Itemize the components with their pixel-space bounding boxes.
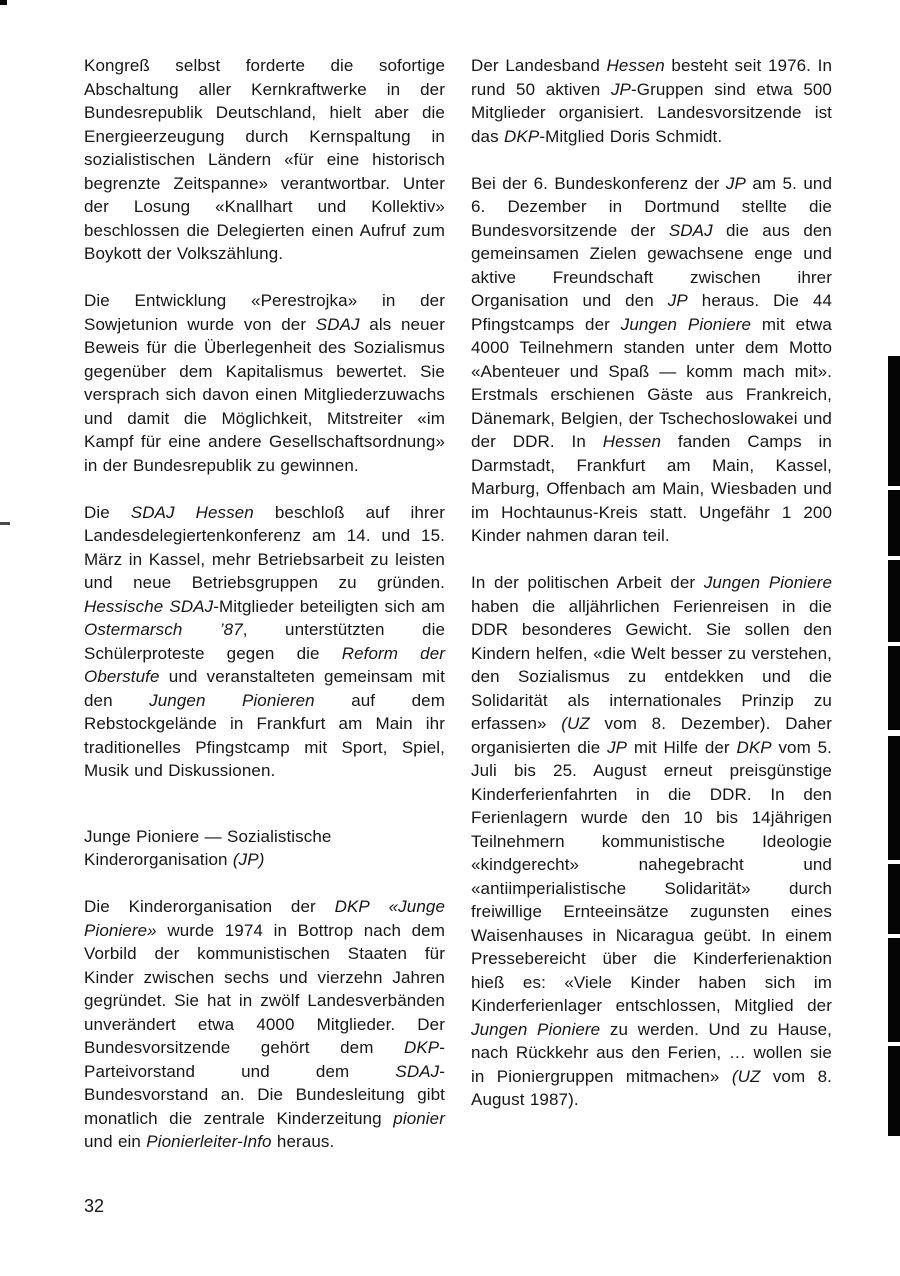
paragraph (471, 54, 832, 148)
paragraph (84, 289, 445, 477)
emphasized-text: DKP (403, 1038, 440, 1057)
scan-artifact-right-edge (888, 1046, 900, 1136)
body-text: -Mitglieder beteiligten sich am (213, 596, 445, 616)
body-text: vom 8. August 1987). (471, 1066, 832, 1109)
body-text: als neuer Beweis für die Überlegenheit des Sozialismus gegenüber dem Kapitalismus bewertet. Sie versprach sich davon einen Mitgliederzuwachs und damit die Möglichkeit, Mitstreiter «im Kampf für eine andere Gesellschaftsordnung» in der Bundesrepublik zu gewinnen. (84, 314, 445, 475)
emphasized-text: DKP (736, 737, 772, 757)
emphasized-text: (UZ (731, 1066, 761, 1086)
scan-artifact-right-edge (888, 490, 900, 556)
body-text: heraus. (271, 1132, 335, 1151)
emphasized-text: DKP (504, 126, 540, 146)
paragraph (471, 571, 832, 1112)
column-right (471, 54, 832, 1177)
scan-artifact-right-edge (888, 560, 900, 642)
scan-artifact-right-edge (888, 646, 900, 730)
column-left (84, 54, 445, 1177)
scan-artifact-right-edge (888, 356, 900, 486)
scan-artifact-right-edge (888, 864, 900, 934)
scan-artifact-left-dash (0, 522, 10, 525)
emphasized-text: Hessen (606, 56, 665, 75)
body-text: wurde 1974 in Bottrop nach dem Vorbild der kommunistischen Staaten für Kinder zwischen sechs und vierzehn Jahren gegründet. Sie hat in zwölf Landesverbänden unverändert etwa 4000 Mitglieder. Der Bundesvorsitzende gehört dem (84, 920, 445, 1057)
emphasized-text: JP (667, 291, 688, 310)
body-text: , unterstützten die Schülerproteste gegen die (84, 620, 446, 663)
paragraph (84, 501, 445, 783)
body-text: mit etwa 4000 Teilnehmern standen unter dem Motto «Abenteuer und Spaß — komm mach mit». Erstmals erschienen Gäste aus Frankreich, Dänemark, Belgien, der Tschechoslowakei und der DDR. In (471, 314, 832, 451)
body-text: -Mitglied Doris Schmidt. (539, 126, 723, 146)
scan-artifact-right-edge (888, 736, 900, 860)
body-text: -Gruppen sind etwa 500 Mitglieder organisiert. Landesvorsitzende ist das (471, 79, 832, 146)
paragraph (84, 54, 445, 266)
body-text: fanden Camps in Darmstadt, Frankfurt am Main, Kassel, Marburg, Offenbach am Main, Wiesbaden und im Hochtaunus-Kreis statt. Ungefähr 1 200 Kinder nahmen daran teil. (471, 432, 832, 545)
emphasized-text: JP (725, 173, 746, 193)
emphasized-text: JP (607, 737, 628, 757)
emphasized-text: SDAJ (395, 1061, 440, 1081)
emphasized-text: Hessen (602, 432, 662, 451)
body-text: Die Kinderorganisation der (84, 897, 335, 916)
emphasized-text: Reform der Oberstufe (84, 643, 446, 686)
body-text (370, 897, 389, 916)
emphasized-text: (UZ (561, 714, 590, 733)
emphasized-text: Jungen Pionieren (149, 690, 315, 710)
emphasized-text: Pionierleiter-Info (146, 1132, 272, 1151)
emphasized-text: SDAJ Hessen (130, 502, 254, 522)
body-text: zu werden. Und zu Hause, nach Rückkehr aus den Ferien, … wollen sie in Pioniergruppen mitmachen» (471, 1019, 832, 1086)
paragraph (471, 172, 832, 548)
text-columns (84, 54, 832, 1177)
body-text: heraus. Die 44 Pfingstcamps der (471, 291, 833, 334)
body-text: am 5. und 6. Dezember in Dortmund stellte die Bundesvorsitzende der (471, 173, 832, 240)
emphasized-text: Jungen Pioniere (620, 314, 752, 334)
section-heading (84, 825, 445, 872)
body-text: -Parteivorstand und dem (84, 1038, 445, 1081)
body-text: In der politischen Arbeit der (471, 573, 704, 592)
emphasized-text: «Junge Pioniere» (84, 897, 445, 940)
body-text: beschloß auf ihrer Landesdelegiertenkonferenz am 14. und 15. März in Kassel, mehr Betriebsarbeit zu leisten und neue Betriebsgruppen zu gründen. (84, 502, 445, 592)
body-text: Bei der 6. Bundeskonferenz der (471, 173, 726, 193)
body-text: die aus den gemeinsamen Zielen gewachsene enge und aktive Freundschaft zwischen ihrer Organisation und den (471, 220, 832, 310)
scan-artifact-right-edge (888, 938, 900, 1042)
body-text: auf dem Rebstockgelände in Frankfurt am Main ihr traditionelles Pfingstcamp mit Sport, Spiel, Musik und Diskussionen. (84, 690, 445, 780)
body-text: Die Entwicklung «Perestrojka» in der Sowjetunion wurde von der (84, 291, 445, 334)
body-text: vom 8. Dezember). Daher organisierten die (471, 714, 832, 757)
body-text: vom 5. Juli bis 25. August erneut preisgünstige Kinderferienfahrten in die DDR. In den Ferienlagern wurde den 10 bis 14jährigen Teilnehmern kommunistische Ideologie «kindgerecht» nahegebracht und «antiimperialistische Solidarität» durch freiwillige Ernteeinsätze zugunsten eines Waisenhauses in Nicaragua geübt. In einem Pressebereicht über die Kinderferienaktion hieß es: «Viele Kinder haben sich im Kinderferienlager entschlossen, Mitglied der (471, 737, 832, 1015)
body-text: Junge Pioniere — Sozialistische Kinderorganisation (84, 826, 332, 869)
body-text: haben die alljährlichen Ferienreisen in die DDR besonderes Gewicht. Sie sollen den Kindern helfen, «die Welt besser zu verstehen, den Sozialismus zu entdekken und die Solidarität als internationales Prinzip zu erfassen» (471, 596, 832, 733)
body-text: -Bundesvorstand an. Die Bundesleitung gibt monatlich die zentrale Kinderzeitung (84, 1061, 445, 1128)
scan-artifact-corner (0, 0, 7, 5)
body-text: besteht seit 1976. In rund 50 aktiven (471, 56, 832, 99)
page-number: 32 (84, 1196, 105, 1216)
body-text: und ein (84, 1132, 147, 1151)
body-text: und veranstalteten gemeinsam mit den (84, 667, 445, 710)
body-text: Die (84, 502, 131, 522)
body-text: Der Landesband (471, 56, 607, 75)
emphasized-text: JP (610, 79, 631, 99)
body-text: Kongreß selbst forderte die sofortige Abschaltung aller Kernkraftwerke in der Bundesrepublik Deutschland, hielt aber die Energieerzeugung durch Kernspaltung in sozialistischen Ländern «für eine historisch begrenzte Zeitspanne» verantwortbar. Unter der Losung «Knallhart und Kollektiv» beschlossen die Delegierten einen Aufruf zum Boykott der Volkszählung. (84, 56, 445, 263)
emphasized-text: Jungen Pioniere (703, 573, 832, 592)
emphasized-text: DKP (334, 897, 370, 916)
emphasized-text: (JP) (232, 850, 265, 869)
paragraph (84, 895, 445, 1154)
body-text: mit Hilfe der (627, 737, 737, 757)
emphasized-text: Ostermarsch ’87 (84, 620, 243, 639)
emphasized-text: Hessische SDAJ (84, 596, 214, 616)
emphasized-text: Jungen Pioniere (471, 1019, 601, 1039)
emphasized-text: pionier (393, 1108, 445, 1128)
emphasized-text: SDAJ (668, 220, 713, 240)
emphasized-text: SDAJ (315, 314, 360, 334)
